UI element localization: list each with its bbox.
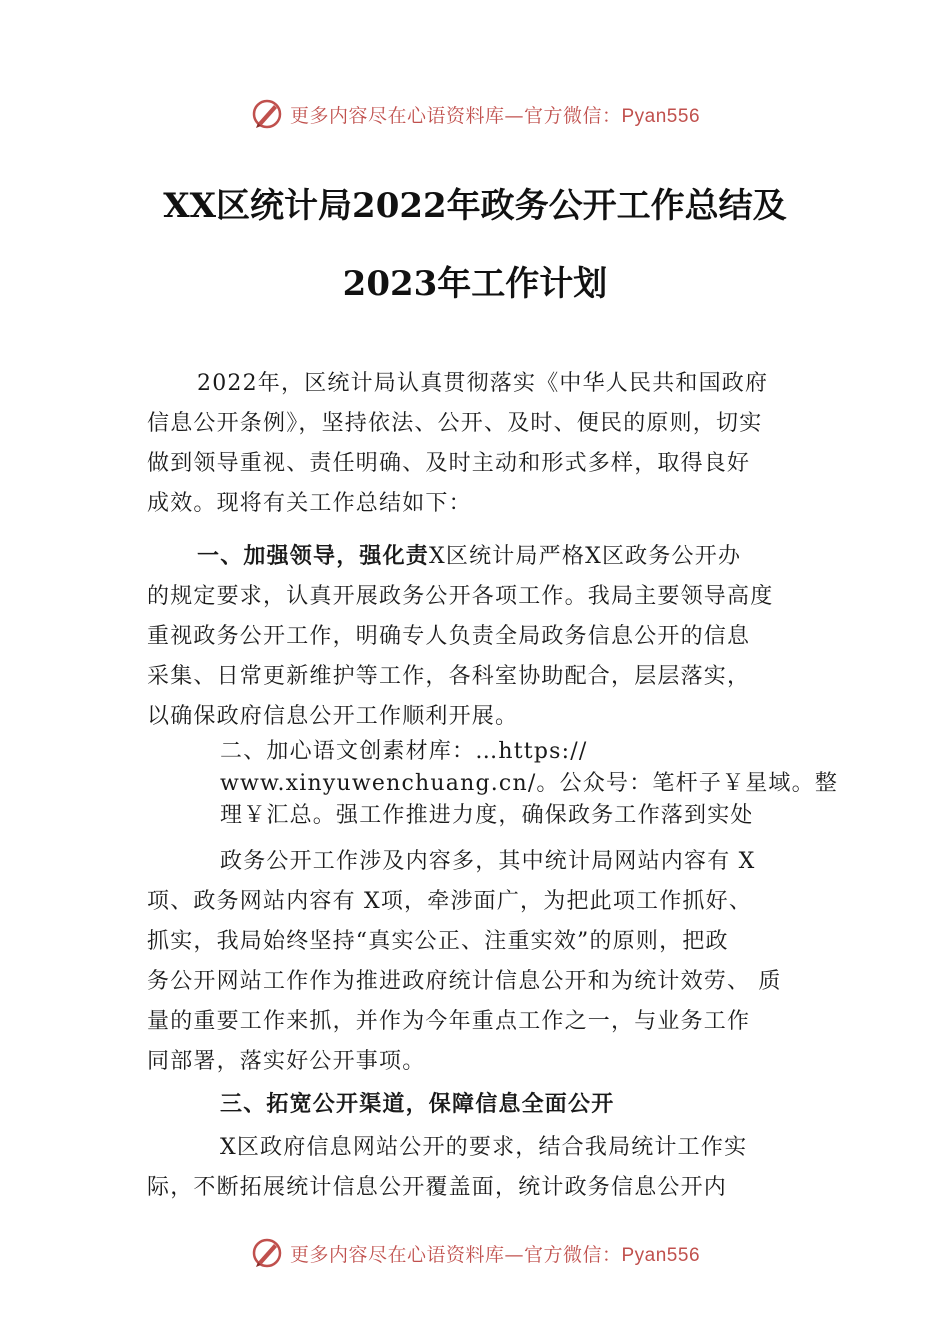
text-line: 务公开网站工作作为推进政府统计信息公开和为统计效劳、 质 — [147, 969, 782, 994]
text-line: 理￥汇总。强工作推进力度，确保政务工作落到实处 — [220, 803, 754, 828]
text-line: 抓实，我局始终坚持“真实公正、注重实效”的原则，把政 — [147, 929, 729, 954]
pen-logo-icon — [250, 1236, 284, 1270]
text-line: 2022年，区统计局认真贯彻落实《中华人民共和国政府 — [197, 371, 769, 396]
section-1-heading: 一、加强领导，强化责 — [197, 543, 430, 568]
text-line: 量的重要工作来抓，并作为今年重点工作之一，与业务工作 — [147, 1009, 751, 1034]
text-line: 际，不断拓展统计信息公开覆盖面，统计政务信息公开内 — [147, 1175, 728, 1200]
section-3-heading: 三、拓宽公开渠道，保障信息全面公开 — [220, 1091, 615, 1116]
text-line: 以确保政府信息公开工作顺利开展。 — [147, 704, 519, 729]
text-line: 成效。现将有关工作总结如下： — [147, 491, 472, 516]
intro-paragraph — [147, 364, 817, 524]
text-line: 二、加心语文创素材库：…https:// — [220, 739, 588, 764]
banner-text: 更多内容尽在心语资料库—官方微信：Pyan556 — [289, 1243, 701, 1266]
wechat-id: Pyan556 — [621, 105, 701, 127]
text-line: X区政府信息网站公开的要求，结合我局统计工作实 — [220, 1135, 748, 1160]
pen-logo-icon — [250, 97, 284, 131]
text-line: 政务公开工作涉及内容多，其中统计局网站内容有 X — [220, 849, 756, 874]
paragraph-4 — [147, 1128, 817, 1208]
paragraph-3 — [147, 842, 817, 1082]
section-1-first-line-text: X区统计局严格X区政务公开办 — [429, 544, 742, 569]
wechat-id: Pyan556 — [621, 1244, 701, 1266]
text-line: 同部署，落实好公开事项。 — [147, 1049, 426, 1074]
section-2 — [220, 736, 860, 832]
section-1 — [147, 536, 817, 737]
section-1-first-line — [147, 536, 817, 577]
text-line: 重视政务公开工作，明确专人负责全局政务信息公开的信息 — [147, 624, 751, 649]
document-title-line-1: XX区统计局2022年政务公开工作总结及 — [163, 186, 787, 226]
text-line: 采集、日常更新维护等工作，各科室协助配合，层层落实， — [147, 664, 751, 689]
text-line: 信息公开条例》，坚持依法、公开、及时、便民的原则，切实 — [147, 411, 763, 436]
document-title-line-2: 2023年工作计划 — [342, 264, 608, 304]
text-line: 的规定要求，认真开展政务公开各项工作。我局主要领导高度 — [147, 584, 774, 609]
footer-banner — [0, 1233, 950, 1273]
text-line: 项、政务网站内容有 X项，牵涉面广，为把此项工作抓好、 — [147, 889, 753, 914]
text-line: 做到领导重视、责任明确、及时主动和形式多样，取得良好 — [147, 451, 751, 476]
section-3 — [147, 1084, 817, 1124]
text-line: www.xinyuwenchuang.cn/。公众号：笔杆子￥星域。整 — [220, 771, 839, 796]
header-banner — [0, 94, 950, 134]
banner-text: 更多内容尽在心语资料库—官方微信：Pyan556 — [289, 104, 701, 127]
